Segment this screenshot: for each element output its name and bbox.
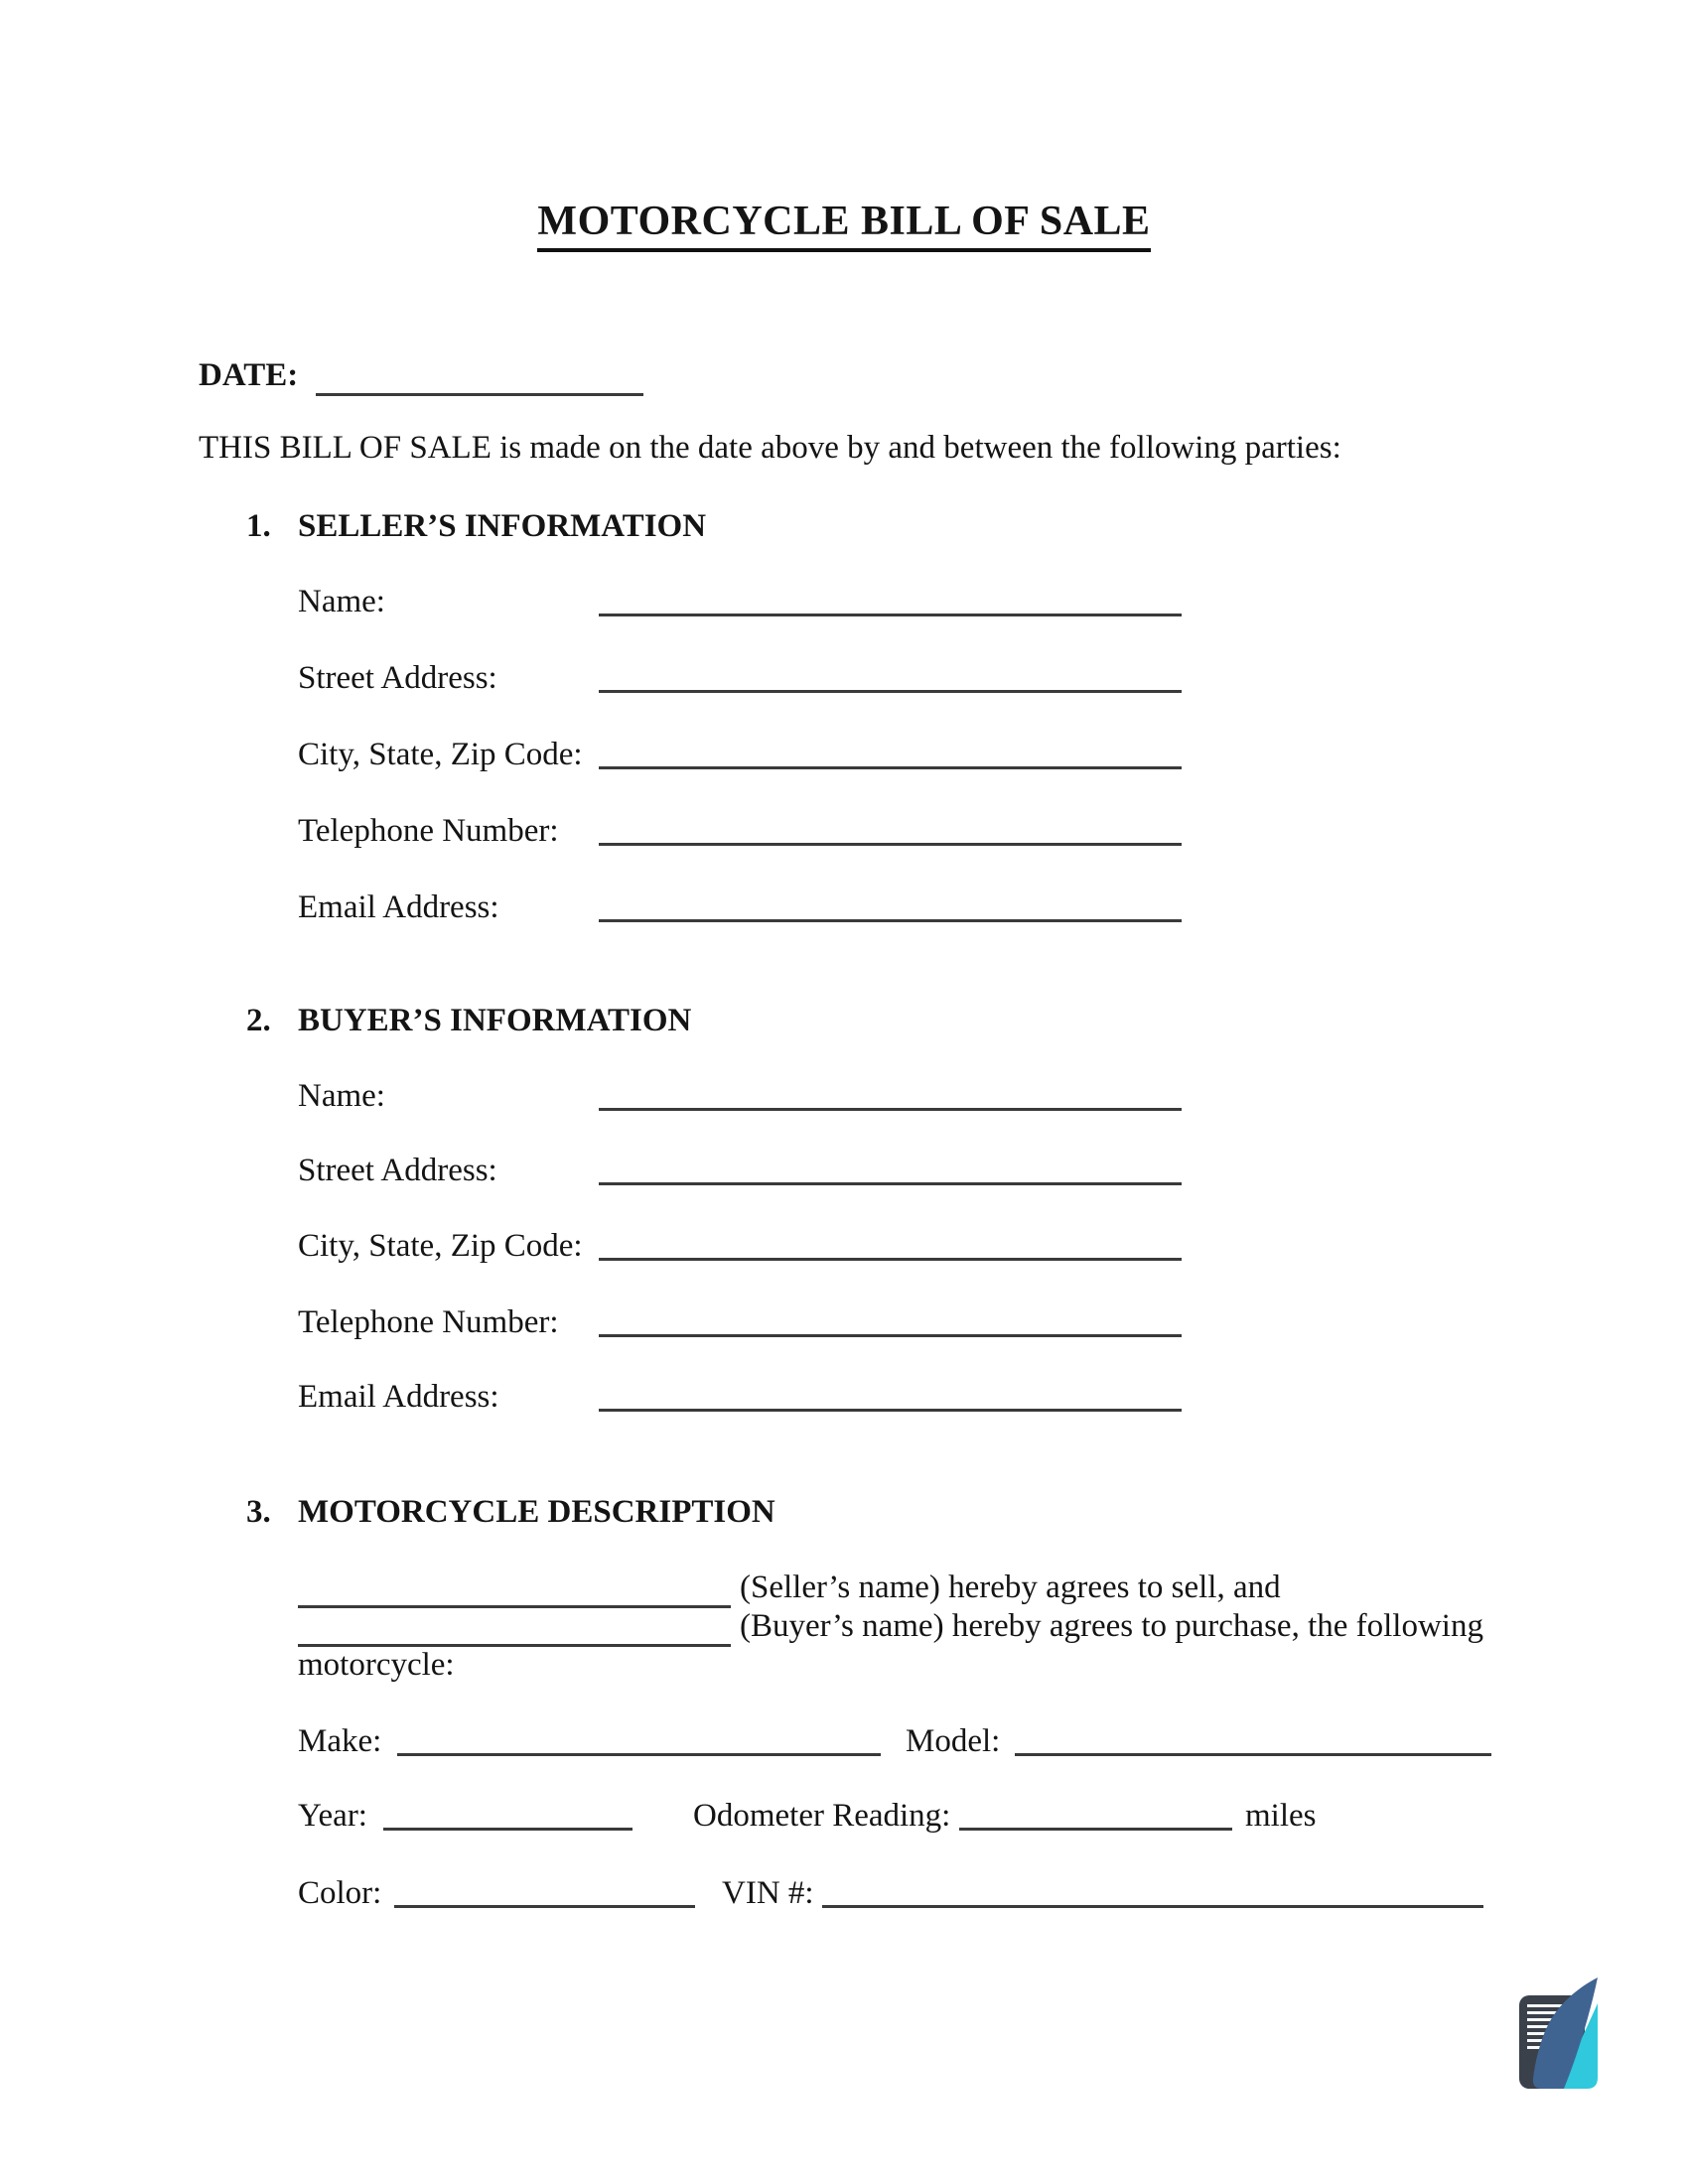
- section-2-number: 2.: [246, 1003, 271, 1038]
- buyer-name-blank-line[interactable]: [599, 1108, 1182, 1111]
- color-blank-line[interactable]: [394, 1905, 695, 1908]
- buyer-email-blank-line[interactable]: [599, 1409, 1182, 1412]
- section-3-number: 3.: [246, 1494, 271, 1530]
- buyer-email-label: Email Address:: [298, 1379, 499, 1415]
- date-row: [199, 355, 643, 396]
- seller-name-blank-line[interactable]: [599, 614, 1182, 616]
- buyer-telephone-blank-line[interactable]: [599, 1334, 1182, 1337]
- section-3-heading: MOTORCYCLE DESCRIPTION: [298, 1494, 775, 1530]
- date-blank-line[interactable]: [316, 393, 643, 396]
- description-section-heading-row: [246, 1492, 775, 1532]
- seller-street-address-blank-line[interactable]: [599, 690, 1182, 693]
- buyer-street-address-label: Street Address:: [298, 1153, 497, 1188]
- buyer-telephone-label: Telephone Number:: [298, 1304, 559, 1340]
- seller-street-address-label: Street Address:: [298, 660, 497, 696]
- model-label: Model:: [906, 1723, 1001, 1759]
- seller-name-row: [298, 582, 1390, 621]
- buyer-city-state-zip-blank-line[interactable]: [599, 1258, 1182, 1261]
- buyer-city-state-zip-row: [298, 1226, 1390, 1266]
- intro-sentence: THIS BILL OF SALE is made on the date above by and between the following parties:: [199, 430, 1341, 466]
- description-buyer-line: [298, 1607, 1483, 1647]
- seller-email-label: Email Address:: [298, 889, 499, 925]
- make-blank-line[interactable]: [397, 1753, 881, 1756]
- seller-name-label: Name:: [298, 584, 385, 619]
- buyer-email-row: [298, 1377, 1390, 1417]
- vin-label: VIN #:: [722, 1875, 814, 1911]
- seller-telephone-row: [298, 811, 1390, 851]
- buyer-section-heading-row: [246, 1001, 691, 1040]
- model-blank-line[interactable]: [1015, 1753, 1491, 1756]
- make-label: Make:: [298, 1723, 382, 1759]
- section-1-heading: SELLER’S INFORMATION: [298, 508, 707, 544]
- buyer-street-address-blank-line[interactable]: [599, 1182, 1182, 1185]
- seller-email-blank-line[interactable]: [599, 919, 1182, 922]
- vin-blank-line[interactable]: [822, 1905, 1483, 1908]
- seller-email-row: [298, 887, 1390, 927]
- title-row: [0, 197, 1688, 252]
- odometer-label: Odometer Reading:: [693, 1798, 951, 1834]
- formspal-logo: [1519, 1978, 1599, 2089]
- seller-telephone-blank-line[interactable]: [599, 843, 1182, 846]
- buyer-city-state-zip-label: City, State, Zip Code:: [298, 1228, 583, 1264]
- document-title: MOTORCYCLE BILL OF SALE: [537, 197, 1150, 252]
- section-2-heading: BUYER’S INFORMATION: [298, 1003, 692, 1038]
- description-seller-line: [298, 1569, 1281, 1608]
- buyer-street-address-row: [298, 1151, 1390, 1190]
- buyer-telephone-row: [298, 1302, 1390, 1342]
- description-seller-line-text: (Seller’s name) hereby agrees to sell, and: [740, 1570, 1281, 1605]
- year-blank-line[interactable]: [383, 1828, 633, 1831]
- seller-section-heading-row: [246, 506, 706, 546]
- seller-city-state-zip-label: City, State, Zip Code:: [298, 737, 583, 772]
- seller-city-state-zip-blank-line[interactable]: [599, 766, 1182, 769]
- section-1-number: 1.: [246, 508, 271, 544]
- odometer-blank-line[interactable]: [959, 1828, 1232, 1831]
- year-label: Year:: [298, 1798, 367, 1834]
- date-label: DATE:: [199, 357, 299, 393]
- color-label: Color:: [298, 1875, 382, 1911]
- buyer-name-label: Name:: [298, 1078, 385, 1114]
- description-buyer-line-text: (Buyer’s name) hereby agrees to purchase, the following: [740, 1608, 1483, 1644]
- buyer-name-row: [298, 1076, 1390, 1116]
- seller-street-address-row: [298, 658, 1390, 698]
- description-wrap-line: motorcycle:: [298, 1647, 455, 1683]
- miles-label: miles: [1245, 1798, 1317, 1834]
- seller-telephone-label: Telephone Number:: [298, 813, 559, 849]
- seller-city-state-zip-row: [298, 735, 1390, 774]
